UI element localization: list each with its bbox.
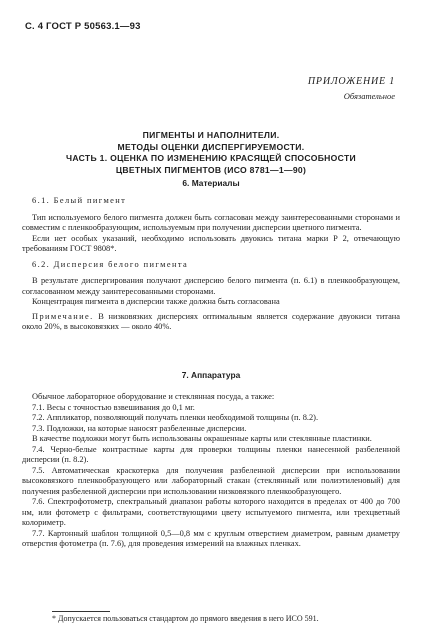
- section-7: [22, 370, 400, 381]
- paragraph: Если нет особых указаний, необходимо использовать двуокись титана марки Р 2, отвечающую требованиям ГОСТ 9808*.: [22, 233, 400, 253]
- title-line: МЕТОДЫ ОЦЕНКИ ДИСПЕРГИРУЕМОСТИ.: [117, 141, 305, 152]
- section-heading: 7. Аппаратура: [181, 370, 241, 380]
- subsection-title: 6.1. Белый пигмент: [32, 196, 127, 205]
- list-item: 7.2. Аппликатор, позволяющий получать пленки необходимой толщины (п. 8.2).: [32, 413, 319, 422]
- list-item: В качестве подложки могут быть использованы окрашенные карты или стеклянные пластинки.: [32, 434, 372, 443]
- paragraph: В результате диспергирования получают дисперсию белого пигмента (п. 6.1) в пленкообразующем, согласованном между заинтересованными сторонами.: [22, 276, 400, 296]
- footnote: * Допускается пользоваться стандартом до прямого введения в него ИСО 591.: [52, 614, 319, 623]
- list-item: 7.7. Картонный шаблон толщиной 0,5—0,8 мм с круглым отверстием диаметром, равным диаметру отверстия фотометра (п. 7.6), для проведения измерений на влажных пленках.: [22, 528, 400, 548]
- list-item: 7.5. Автоматическая краскотерка для получения разбеленной дисперсии при использовании высоковязкого пленкообразующего или лабораторный стакан (стеклянный или полиэтиленовый) для получения разбеленной дисперсии при использовании низковязкого пленкообразующего.: [22, 465, 400, 496]
- list-item: 7.3. Подложки, на которые наносят разбеленные дисперсии.: [32, 423, 247, 433]
- paragraph: Концентрация пигмента в дисперсии также должна быть согласована: [32, 297, 280, 306]
- section-6: [22, 178, 400, 189]
- section-7-body: [22, 392, 400, 550]
- appendix-label: ПРИЛОЖЕНИЕ 1: [307, 76, 395, 87]
- note-text: В низковязких дисперсиях оптимальным является содержание двуокиси титана около 20%, в высоковязких — около 40%.: [22, 311, 400, 331]
- note: [22, 312, 400, 333]
- page-header: С. 4 ГОСТ Р 50563.1—93: [25, 21, 141, 32]
- document-title: [22, 130, 400, 176]
- title-line: ЦВЕТНЫХ ПИГМЕНТОВ (ИСО 8781—1—90): [115, 164, 307, 175]
- title-line: ЧАСТЬ 1. ОЦЕНКА ПО ИЗМЕНЕНИЮ КРАСЯЩЕЙ СПОСОБНОСТИ: [66, 153, 356, 163]
- note-label: Примечание.: [32, 311, 94, 321]
- list-item: 7.4. Черно-белые контрастные карты для проверки толщины пленки нанесенной разбеленной дисперсии (п. 8.2).: [22, 444, 400, 464]
- section-6-body: [22, 196, 400, 333]
- section-heading: 6. Материалы: [182, 178, 240, 188]
- list-item: 7.1. Весы с точностью взвешивания до 0,1 мг.: [32, 402, 195, 412]
- subsection-title: 6.2. Дисперсия белого пигмента: [32, 259, 189, 269]
- appendix-type: Обязательное: [343, 91, 395, 101]
- paragraph: Обычное лабораторное оборудование и стеклянная посуда, а также:: [32, 392, 275, 401]
- footnote-divider: [52, 611, 110, 612]
- paragraph: Тип используемого белого пигмента должен быть согласован между заинтересованными сторонами и совместим с пленкообразующим, используемым при получении дисперсии цветного пигмента.: [22, 212, 400, 232]
- title-line: ПИГМЕНТЫ И НАПОЛНИТЕЛИ.: [142, 130, 280, 140]
- list-item: 7.6. Спектрофотометр, спектральный диапазон работы которого находится в пределах от 400 до 700 нм, или фотометр с фильтрами, соответствующими цвету испытуемого пигмента, или трехцветный колориметр.: [22, 497, 400, 527]
